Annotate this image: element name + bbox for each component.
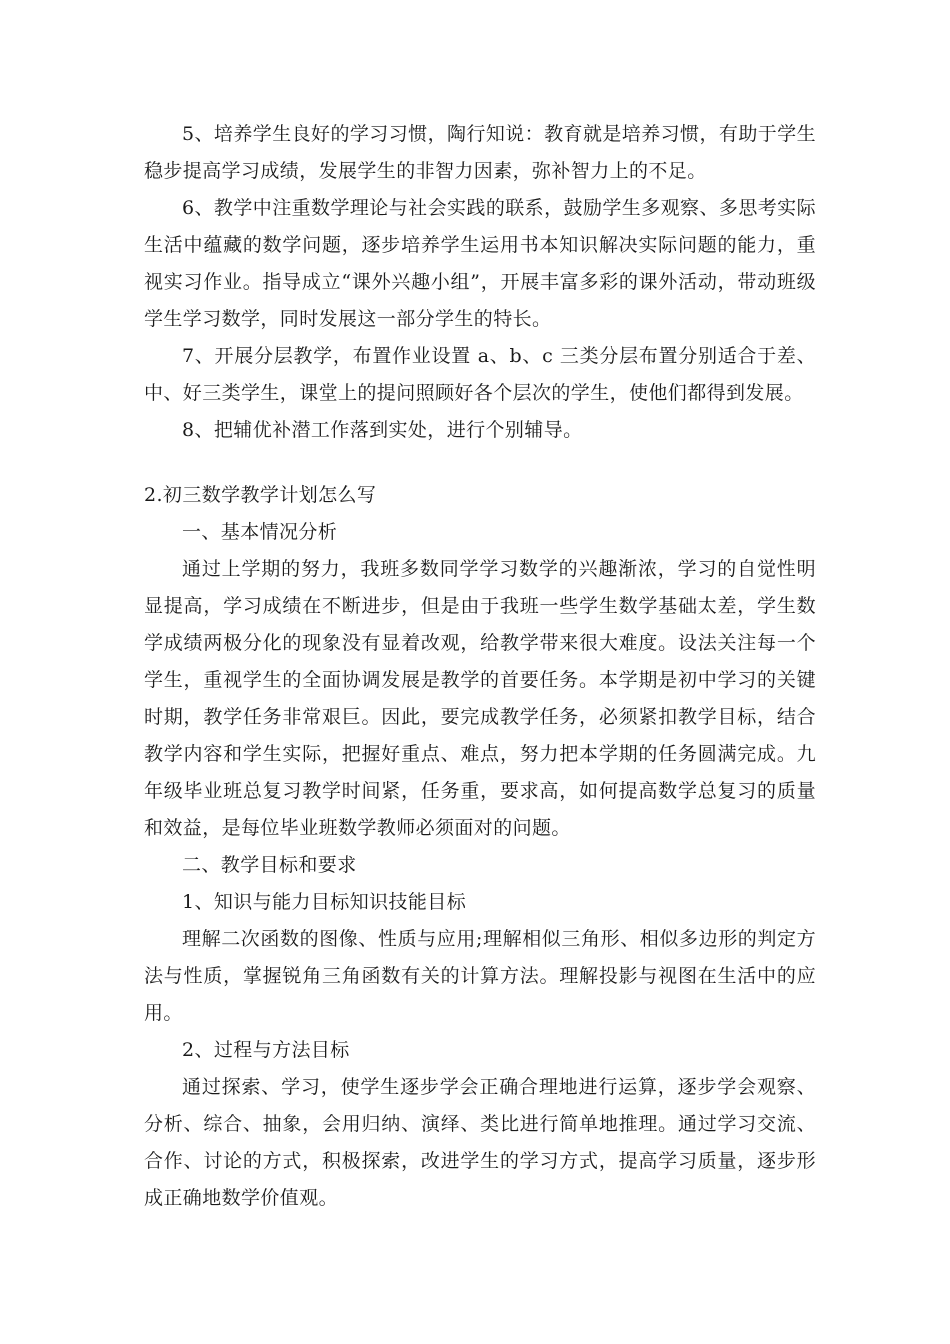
subheading-knowledge-goals: 1、知识与能力目标知识技能目标 [182, 891, 467, 913]
subheading-basic-situation: 一、基本情况分析 [182, 521, 338, 543]
subheading-process-goals: 2、过程与方法目标 [182, 1039, 350, 1061]
paragraph-item-5: 5、培养学生良好的学习习惯，陶行知说：教育就是培养习惯，有助于学生稳步提高学习成绩，发展学生的非智力因素，弥补智力上的不足。 [144, 123, 816, 182]
paragraph-basic-situation: 通过上学期的努力，我班多数同学学习数学的兴趣渐浓，学习的自觉性明显提高，学习成绩在不断进步，但是由于我班一些学生数学基础太差，学生数学成绩两极分化的现象没有显着改观，给教学带来很大难度。设法关注每一个学生，重视学生的全面协调发展是教学的首要任务。本学期是初中学习的关键时期，教学任务非常艰巨。因此，要完成教学任务，必须紧扣教学目标，结合教学内容和学生实际，把握好重点、难点，努力把本学期的任务圆满完成。九年级毕业班总复习教学时间紧，任务重，要求高，如何提高数学总复习的质量和效益，是每位毕业班数学教师必须面对的问题。 [144, 558, 816, 839]
paragraph-process-goals: 通过探索、学习，使学生逐步学会正确合理地进行运算，逐步学会观察、分析、综合、抽象，会用归纳、演绎、类比进行简单地推理。通过学习交流、合作、讨论的方式，积极探索，改进学生的学习方式，提高学习质量，逐步形成正确地数学价值观。 [144, 1076, 816, 1209]
document-page [144, 116, 816, 1217]
subheading-goals: 二、教学目标和要求 [182, 854, 357, 876]
paragraph-item-6: 6、教学中注重数学理论与社会实践的联系，鼓励学生多观察、多思考实际生活中蕴藏的数学问题，逐步培养学生运用书本知识解决实际问题的能力，重视实习作业。指导成立“课外兴趣小组”，开展丰富多彩的课外活动，带动班级学生学习数学，同时发展这一部分学生的特长。 [144, 197, 816, 330]
paragraph-item-8: 8、把辅优补潜工作落到实处，进行个别辅导。 [182, 419, 583, 441]
paragraph-item-7: 7、开展分层教学，布置作业设置 a、b、c 三类分层布置分别适合于差、中、好三类学生，课堂上的提问照顾好各个层次的学生，使他们都得到发展。 [144, 345, 816, 404]
section-heading: 2.初三数学教学计划怎么写 [144, 484, 377, 506]
paragraph-knowledge-goals: 理解二次函数的图像、性质与应用;理解相似三角形、相似多边形的判定方法与性质，掌握锐角三角函数有关的计算方法。理解投影与视图在生活中的应用。 [144, 928, 816, 1024]
